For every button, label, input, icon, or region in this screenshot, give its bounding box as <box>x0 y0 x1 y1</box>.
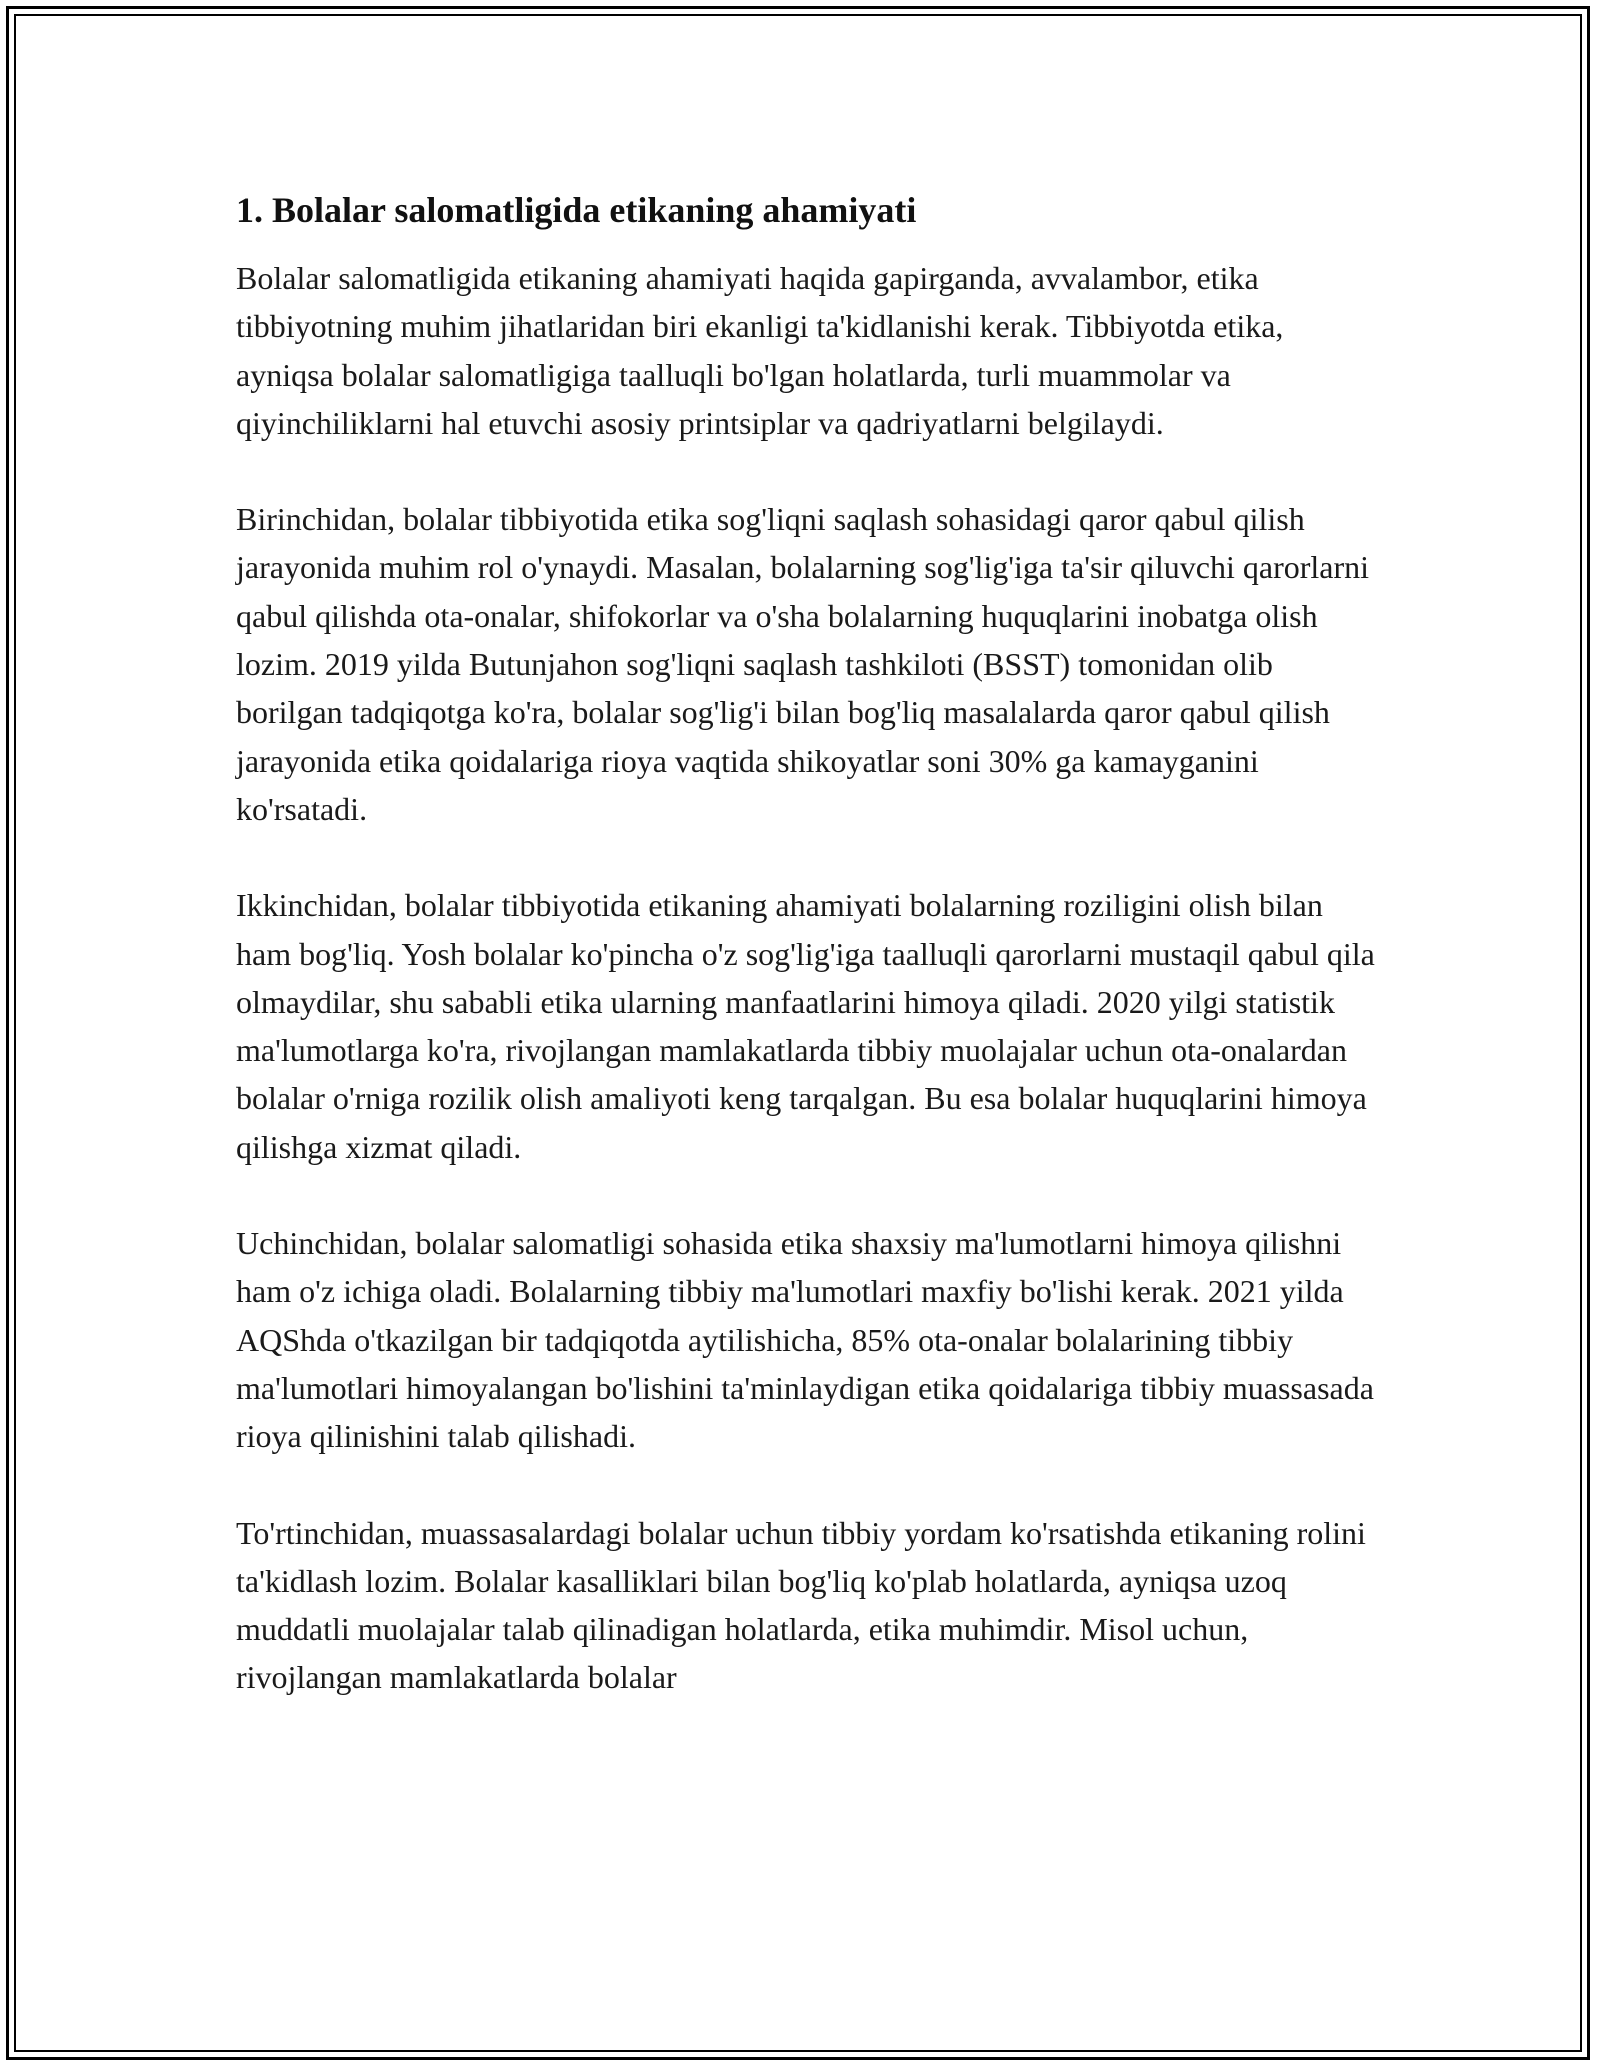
paragraph-second: Ikkinchidan, bolalar tibbiyotida etikaning ahamiyati bolalarning roziligini olish bilan ham bog'liq. Yosh bolalar ko'pincha o'z sog'lig'iga taalluqli qarorlarni mustaqil qabul qila olmaydilar, shu sababli etika ularning manfaatlarini himoya qiladi. 2020 yilgi statistik ma'lumotlarga ko'ra, rivojlangan mamlakatlarda tibbiy muolajalar uchun ota-onalardan bolalar o'rniga rozilik olish amaliyoti keng tarqalgan. Bu esa bolalar huquqlarini himoya qilishga xizmat qiladi. <box>236 887 1375 1165</box>
section-heading: 1. Bolalar salomatligida etikaning ahamiyati <box>236 190 917 230</box>
document-body <box>236 186 1376 1750</box>
paragraph-fourth: To'rtinchidan, muassasalardagi bolalar uchun tibbiy yordam ko'rsatishda etikaning rolini ta'kidlash lozim. Bolalar kasalliklari bilan bog'liq ko'plab holatlarda, ayniqsa uzoq muddatli muolajalar talab qilinadigan holatlarda, etika muhimdir. Misol uchun, rivojlangan mamlakatlarda bolalar <box>236 1514 1366 1696</box>
paragraph-third: Uchinchidan, bolalar salomatligi sohasida etika shaxsiy ma'lumotlarni himoya qilishni ham o'z ichiga oladi. Bolalarning tibbiy ma'lumotlari maxfiy bo'lishi kerak. 2021 yilda AQShda o'tkazilgan bir tadqiqotda aytilishicha, 85% ota-onalar bolalarining tibbiy ma'lumotlari himoyalangan bo'lishini ta'minlaydigan etika qoidalariga tibbiy muassasada rioya qilinishini talab qilishadi. <box>236 1225 1374 1455</box>
paragraph-intro: Bolalar salomatligida etikaning ahamiyati haqida gapirganda, avvalambor, etika tibbiyotning muhim jihatlaridan biri ekanligi ta'kidlanishi kerak. Tibbiyotda etika, ayniqsa bolalar salomatligiga taalluqli bo'lgan holatlarda, turli muammolar va qiyinchiliklarni hal etuvchi asosiy printsiplar va qadriyatlarni belgilaydi. <box>236 260 1284 441</box>
paragraph-first: Birinchidan, bolalar tibbiyotida etika sog'liqni saqlash sohasidagi qaror qabul qilish jarayonida muhim rol o'ynaydi. Masalan, bolalarning sog'lig'iga ta'sir qiluvchi qarorlarni qabul qilishda ota-onalar, shifokorlar va o'sha bolalarning huquqlarini inobatga olish lozim. 2019 yilda Butunjahon sog'liqni saqlash tashkiloti (BSST) tomonidan olib borilgan tadqiqotga ko'ra, bolalar sog'lig'i bilan bog'liq masalalarda qaror qabul qilish jarayonida etika qoidalariga rioya vaqtida shikoyatlar soni 30% ga kamayganini ko'rsatadi. <box>236 501 1370 827</box>
